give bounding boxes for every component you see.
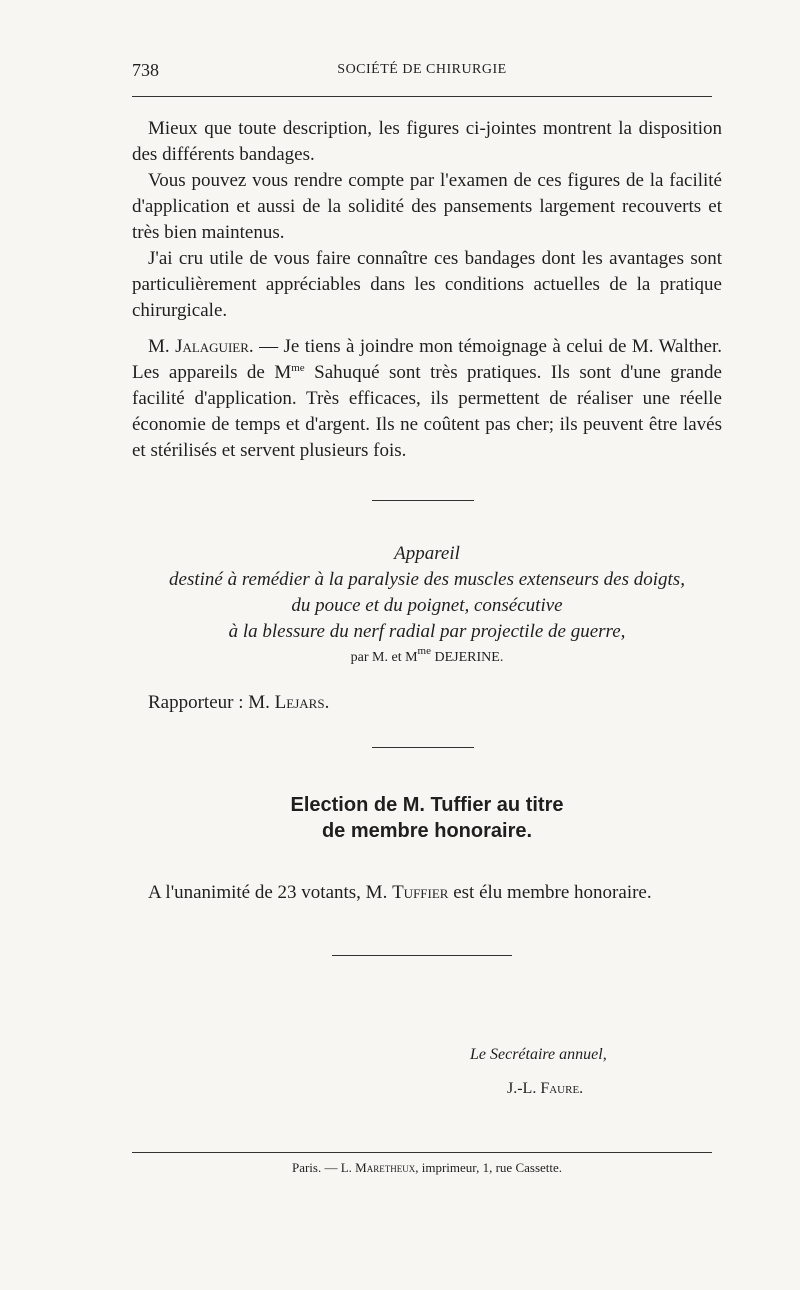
signature-initials: J.-L.	[507, 1080, 541, 1097]
vote-name: Tuffier	[392, 882, 449, 903]
signature-name	[507, 1080, 583, 1098]
page-number: 738	[132, 60, 159, 80]
section-divider	[332, 955, 512, 956]
remark-text: . — Je tiens à joindre mon témoignage à celui de M. Walther. Les appareils de M	[132, 336, 722, 383]
signature-title: Le Secrétaire annuel,	[470, 1046, 607, 1063]
speaker-prefix: M.	[148, 336, 176, 357]
heading-line: de membre honoraire.	[321, 820, 533, 842]
remark-text: Sahuqué sont très pratiques. Ils sont d'une grande facilité d'application. Très efficaces, ils permettent de réaliser une réelle économie de temps et d'argent. Ils ne coûtent pas cher; ils peuvent être lavés et stérilisés et servent plusieurs fois.	[132, 362, 722, 461]
byline-text: par M. et M	[350, 650, 418, 665]
printer-name: Maretheux	[355, 1160, 416, 1175]
printer-footer	[132, 1160, 722, 1176]
rapporteur-label: Rapporteur : M.	[148, 692, 275, 713]
header-rule	[132, 96, 712, 97]
walther-remarks	[132, 116, 722, 324]
signature-end: .	[579, 1080, 584, 1097]
title-line: Appareil	[394, 543, 460, 564]
paragraph: Mieux que toute description, les figures ci-jointes montrent la disposition des différents bandages.	[132, 118, 722, 165]
signature-surname: Faure	[540, 1080, 580, 1097]
vote-text: est élu membre honoraire.	[448, 882, 652, 903]
appareil-title	[132, 541, 722, 645]
paragraph	[132, 334, 722, 464]
paragraph: Vous pouvez vous rendre compte par l'examen de ces figures de la facilité d'application et aussi de la solidité des pansements largement recouverts et très bien maintenus.	[132, 170, 722, 243]
jalaguier-remarks	[132, 334, 722, 464]
rapporteur-line	[148, 692, 329, 714]
vote-paragraph	[132, 880, 722, 906]
superscript: me	[291, 362, 305, 374]
section-divider	[372, 500, 474, 501]
running-head: SOCIÉTÉ DE CHIRURGIE	[337, 62, 507, 77]
title-line: du pouce et du poignet, consécutive	[291, 595, 563, 616]
title-line: destiné à remédier à la paralysie des muscles extenseurs des doigts,	[169, 569, 685, 590]
superscript: me	[417, 645, 431, 657]
vote-text: A l'unanimité de 23 votants, M.	[148, 882, 393, 903]
section-divider	[372, 747, 474, 748]
paragraph: J'ai cru utile de vous faire connaître ces bandages dont les avantages sont particulièrement appréciables dans les conditions actuelles de la pratique chirurgicale.	[132, 248, 722, 321]
rapporteur-name: Lejars	[274, 692, 325, 713]
speaker-name: Jalaguier	[175, 336, 249, 357]
footer-text: , imprimeur, 1, rue Cassette.	[415, 1160, 563, 1175]
election-heading	[132, 792, 722, 844]
rapporteur-end: .	[324, 692, 330, 713]
page-header	[132, 60, 712, 84]
byline	[132, 645, 722, 666]
footer-text: Paris. — L.	[291, 1160, 356, 1175]
heading-line: Election de M. Tuffier au titre	[290, 794, 564, 816]
byline-text: DEJERINE.	[431, 650, 504, 665]
footer-rule	[132, 1152, 712, 1153]
title-line: à la blessure du nerf radial par projectile de guerre,	[228, 621, 626, 642]
